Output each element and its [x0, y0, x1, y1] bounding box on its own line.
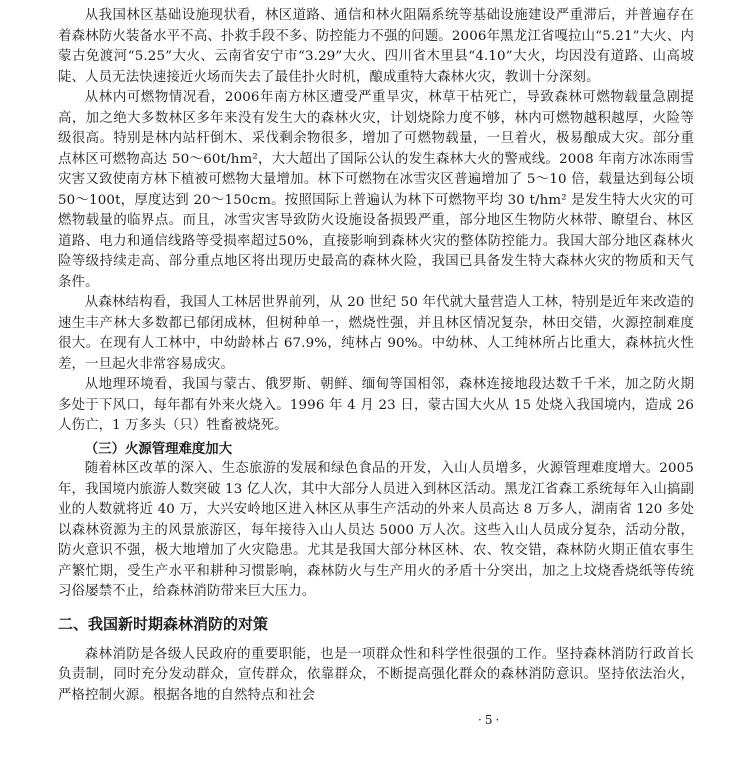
page-body	[58, 6, 694, 706]
paragraph-forest-structure: 从森林结构看，我国人工林居世界前列，从 20 世纪 50 年代就大量营造人工林，特别是近年来改造的速生丰产林大多数都已郁闭成林，但树种单一，燃烧性强，并且林区情况复杂，林田交错，火源控制难度很大。在现有人工林中，中幼龄林占 67.9%，纯林占 90%。中幼林、人工纯林所占比重大，森林抗火性差，一旦起火非常容易成灾。	[58, 295, 694, 372]
paragraph-geography: 从地理环境看，我国与蒙古、俄罗斯、朝鲜、缅甸等国相邻，森林连接地段达数千千米，加之防火期多处于下风口，每年都有外来火烧入。1996 年 4 月 23 日，蒙古国大火从 15 处烧入我国境内，造成 26 人伤亡，1 万多头（只）牲畜被烧死。	[58, 377, 694, 433]
paragraph-fuel-load: 从林内可燃物情况看，2006年南方林区遭受严重旱灾，林草干枯死亡，导致森林可燃物载量急剧提高，加之绝大多数林区多年来没有发生大的森林火灾，计划烧除力度不够，林内可燃物越积越厚，火险等级很高。特别是林内站杆倒木、采伐剩余物很多，增加了可燃物载量，一旦着火，极易酿成大灾。部分重点林区可燃物高达 50～60t/hm²，大大超出了国际公认的发生森林大火的警戒线。2008 年南方冰冻雨雪灾害又致使南方林下植被可燃物大量增加。林下可燃物在冰雪灾区普遍增加了 5～10 倍，载量达到每公顷 50～100t，厚度达到 20～150cm。按照国际上普遍认为林下可燃物平均 30 t/hm² 是发生特大火灾的可燃物载量的临界点。而且，冰雪灾害导致防火设施设备损毁严重，部分地区生物防火林带、瞭望台、林区道路、电力和通信线路等受损率超过50%，直接影响到森林火灾的整体防控能力。我国大部分地区森林火险等级持续走高、部分重点地区将出现历史最高的森林火险，我国已具备发生特大森林火灾的物质和天气条件。	[58, 90, 694, 290]
paragraph-countermeasures: 森林消防是各级人民政府的重要职能，也是一项群众性和科学性很强的工作。坚持森林消防行政首长负责制，同时充分发动群众，宣传群众，依靠群众，不断提高强化群众的森林消防意识。坚持依法治火，严格控制火源。根据各地的自然特点和社会	[58, 646, 694, 703]
subheading-fire-source: （三）火源管理难度加大	[84, 440, 233, 457]
paragraph-infrastructure: 从我国林区基础设施现状看，林区道路、通信和林火阻隔系统等基础设施建设严重滞后，并普遍存在着森林防火装备水平不高、扑救手段不多、防控能力不强的问题。2006年黑龙江省嘎拉山“5.21”大火、内蒙古免渡河“5.25”大火、云南省安宁市“3.29”大火、四川省木里县“4.10”大火，均因没有道路、山高坡陡、人员无法快速接近火场而失去了最佳扑火时机，酿成重特大森林火灾，教训十分深刻。	[58, 8, 694, 85]
paragraph-fire-source: 随着林区改革的深入、生态旅游的发展和绿色食品的开发，入山人员增多，火源管理难度增大。2005 年，我国境内旅游人数突破 13 亿人次，其中大部分人员进入到林区活动。黑龙江省森工系统每年入山搞副业的人数就将近 40 万，大兴安岭地区进入林区从事生产活动的外来人员高达 8 万多人，湖南省 120 多处以森林资源为主的风景旅游区，每年接待入山人员达 5000 万人次。这些入山人员成分复杂，活动分散，防火意识不强，极大地增加了火灾隐患。尤其是我国大部分林区林、农、牧交错，森林防火期正值农事生产繁忙期，受生产水平和耕种习惯影响，森林防火与生产用火的矛盾十分突出，加之上坟烧香烧纸等传统习俗屡禁不止，给森林消防带来巨大压力。	[58, 461, 694, 599]
page-number: ·5·	[478, 713, 503, 727]
section-heading-countermeasures: 二、我国新时期森林消防的对策	[58, 614, 269, 633]
